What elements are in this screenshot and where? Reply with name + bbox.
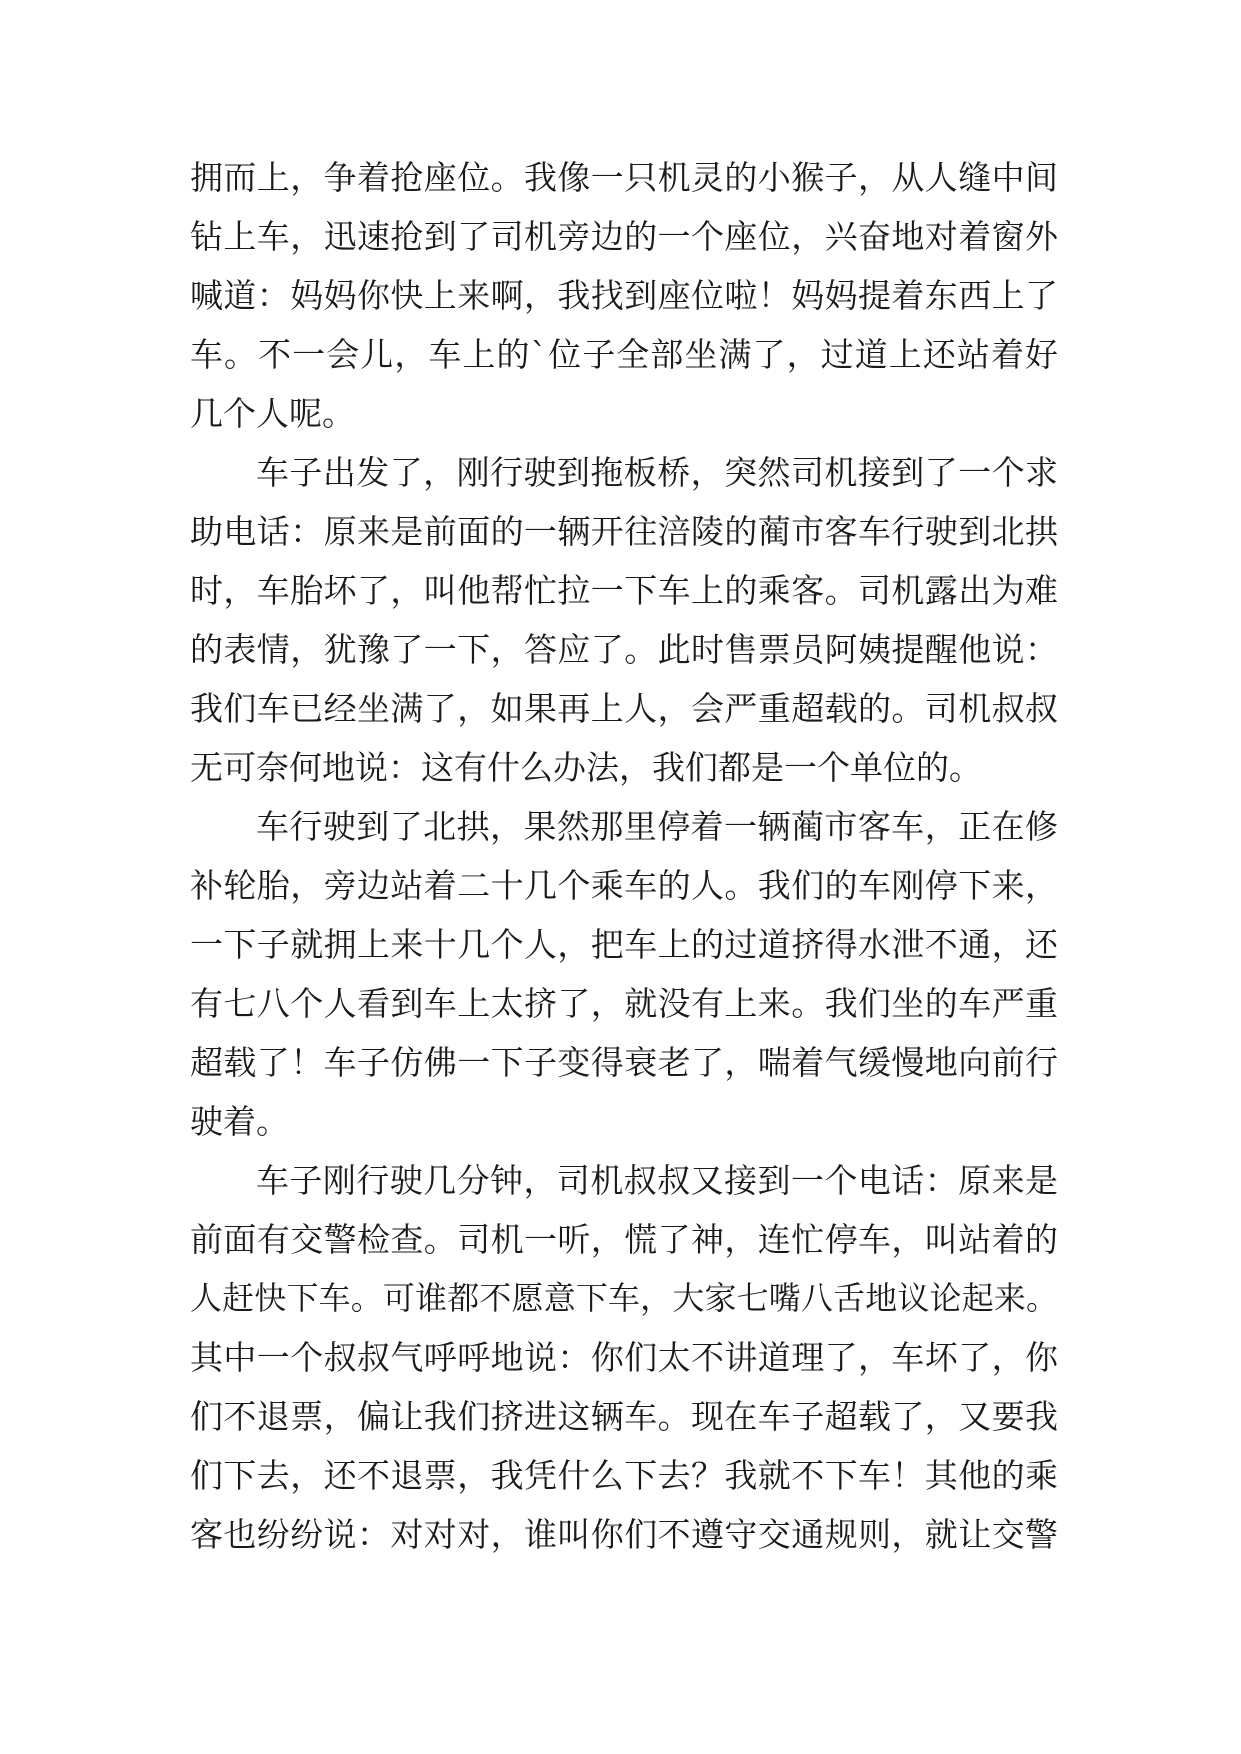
text-line: 超载了！车子仿佛一下子变得衰老了，喘着气缓慢地向前行 <box>190 1043 1058 1082</box>
text-line: 车子出发了，刚行驶到拖板桥，突然司机接到了一个求 <box>256 453 1058 492</box>
text-line: 补轮胎，旁边站着二十几个乘车的人。我们的车刚停下来， <box>190 866 1058 905</box>
text-line: 喊道：妈妈你快上来啊，我找到座位啦！妈妈提着东西上了 <box>190 276 1058 315</box>
body-text <box>190 148 1058 1564</box>
text-line: 无可奈何地说：这有什么办法，我们都是一个单位的。 <box>190 748 982 787</box>
text-line: 一下子就拥上来十几个人，把车上的过道挤得水泄不通，还 <box>190 925 1058 964</box>
text-line: 助电话：原来是前面的一辆开往涪陵的蔺市客车行驶到北拱 <box>190 512 1058 551</box>
text-line: 们下去，还不退票，我凭什么下去？我就不下车！其他的乘 <box>190 1456 1058 1495</box>
text-line: 的表情，犹豫了一下，答应了。此时售票员阿姨提醒他说： <box>190 630 1058 669</box>
text-line: 客也纷纷说：对对对，谁叫你们不遵守交通规则，就让交警 <box>190 1515 1058 1554</box>
text-line: 人赶快下车。可谁都不愿意下车，大家七嘴八舌地议论起来。 <box>190 1279 1058 1317</box>
text-line: 们不退票，偏让我们挤进这辆车。现在车子超载了，又要我 <box>190 1397 1058 1436</box>
text-line: 几个人呢。 <box>190 394 355 433</box>
text-line: 时，车胎坏了，叫他帮忙拉一下车上的乘客。司机露出为难 <box>190 571 1058 610</box>
text-line: 车子刚行驶几分钟，司机叔叔又接到一个电话：原来是 <box>256 1161 1058 1200</box>
text-line: 驶着。 <box>190 1102 289 1141</box>
text-line: 拥而上，争着抢座位。我像一只机灵的小猴子，从人缝中间 <box>190 158 1058 197</box>
text-line: 我们车已经坐满了，如果再上人，会严重超载的。司机叔叔 <box>190 689 1058 728</box>
text-line: 车。不一会儿，车上的`位子全部坐满了，过道上还站着好 <box>190 335 1058 374</box>
text-line: 其中一个叔叔气呼呼地说：你们太不讲道理了，车坏了，你 <box>190 1338 1058 1377</box>
text-line: 有七八个人看到车上太挤了，就没有上来。我们坐的车严重 <box>190 984 1058 1023</box>
text-line: 钻上车，迅速抢到了司机旁边的一个座位，兴奋地对着窗外 <box>190 217 1058 256</box>
text-line: 前面有交警检查。司机一听，慌了神，连忙停车，叫站着的 <box>190 1220 1058 1259</box>
text-line: 车行驶到了北拱，果然那里停着一辆蔺市客车，正在修 <box>256 807 1058 846</box>
